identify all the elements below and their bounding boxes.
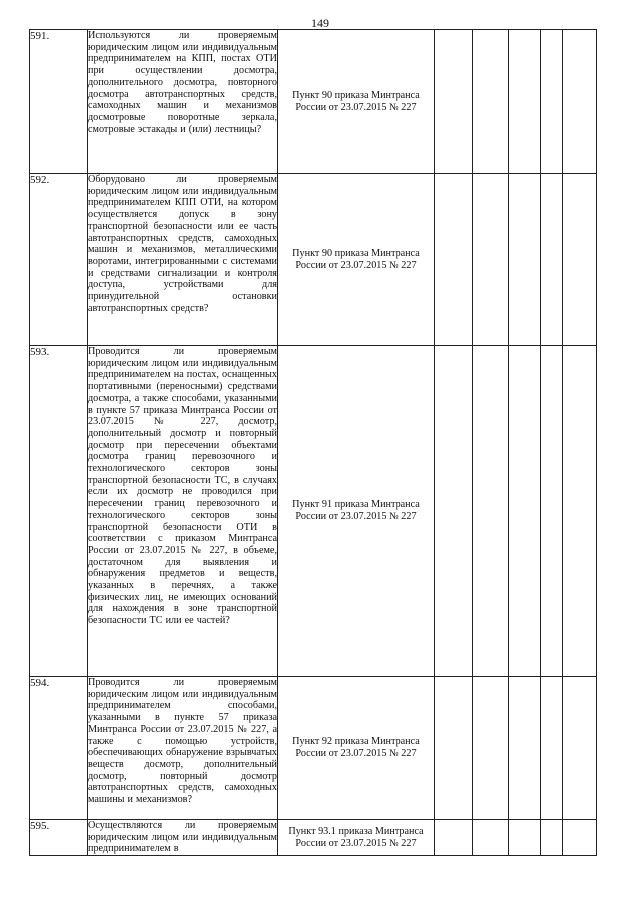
blank-cell (563, 346, 597, 677)
blank-cell (541, 677, 563, 820)
blank-cell (563, 174, 597, 346)
row-number: 592. (30, 174, 88, 346)
question-text: Оборудовано ли проверяемым юридическим лицом или индивидуальным предпринимателем КПП ОТИ, на котором осуществляется допуск в зону транспортной безопасности или ее часть автотранспортных средств, самоходных машин и механизмов, металлическими воротами, интегрированными с системами и средствами сигнализации и контроля доступа, устройствами для принудительной остановки автотранспортных средств? (88, 174, 278, 346)
row-number: 593. (30, 346, 88, 677)
blank-cell (473, 820, 509, 856)
blank-cell (509, 677, 541, 820)
page-number: 149 (311, 16, 329, 30)
table-row (30, 346, 597, 677)
question-text: Осуществляются ли проверяемым юридическим лицом или индивидуальным предпринимателем в (88, 820, 277, 855)
blank-cell (473, 174, 509, 346)
blank-cell (435, 30, 473, 174)
row-number: 594. (30, 677, 88, 820)
legal-reference: Пункт 92 приказа Минтранса России от 23.07.2015 № 227 (278, 677, 435, 820)
legal-reference: Пункт 93.1 приказа Минтранса России от 23.07.2015 № 227 (278, 820, 435, 856)
blank-cell (473, 30, 509, 174)
table-row (30, 174, 597, 346)
blank-cell (509, 346, 541, 677)
table-row (30, 820, 597, 856)
blank-cell (541, 174, 563, 346)
row-number: 591. (30, 30, 88, 174)
blank-cell (563, 30, 597, 174)
blank-cell (473, 677, 509, 820)
legal-reference: Пункт 91 приказа Минтранса России от 23.07.2015 № 227 (278, 346, 435, 677)
blank-cell (541, 820, 563, 856)
table-row (30, 677, 597, 820)
blank-cell (509, 820, 541, 856)
question-text: Проводится ли проверяемым юридическим лицом или индивидуальным предпринимателем способами, указанными в пункте 57 приказа Минтранса России от 23.07.2015 № 227, а также с помощью устройств, обеспечивающих обнаружение взрывчатых веществ досмотр, дополнительный досмотр, повторный досмотр автотранспортных средств, самоходных машины и механизмов? (88, 677, 278, 820)
blank-cell (435, 346, 473, 677)
blank-cell (435, 174, 473, 346)
checklist-table (29, 29, 597, 856)
blank-cell (563, 820, 597, 856)
blank-cell (509, 30, 541, 174)
blank-cell (435, 820, 473, 856)
blank-cell (435, 677, 473, 820)
question-text: Используются ли проверяемым юридическим лицом или индивидуальным предпринимателем на КПП, постах ОТИ при осуществлении досмотра, дополнительного досмотра, повторного досмотра автотранспортных средств, самоходных машин и механизмов досмотровые поворотные зеркала, смотровые эстакады и (или) лестницы? (88, 30, 278, 174)
blank-cell (509, 174, 541, 346)
row-number: 595. (30, 820, 88, 856)
blank-cell (563, 677, 597, 820)
blank-cell (541, 30, 563, 174)
question-text: Проводится ли проверяемым юридическим лицом или индивидуальным предпринимателем на постах, оснащенных портативными (переносными) средствами досмотра, а также способами, указанными в пункте 57 приказа Минтранса России от 23.07.2015 № 227, досмотр, дополнительный досмотр и повторный досмотр при пересечении объектами досмотра границ перевозочного и технологического секторов зоны транспортной безопасности ТС, в случаях если их досмотр не проводился при пересечении границ перевозочного и технологического секторов зоны транспортной безопасности ОТИ в соответствии с приказом Минтранса России от 23.07.2015 № 227, в объеме, достаточном для выявления и обнаружения предметов и веществ, указанных в перечнях, а также физических лиц, не имеющих оснований для нахождения в зоне транспортной безопасности ТС или ее частей? (88, 346, 278, 677)
legal-reference: Пункт 90 приказа Минтранса России от 23.07.2015 № 227 (278, 30, 435, 174)
table-row (30, 30, 597, 174)
legal-reference: Пункт 90 приказа Минтранса России от 23.07.2015 № 227 (278, 174, 435, 346)
blank-cell (541, 346, 563, 677)
blank-cell (473, 346, 509, 677)
